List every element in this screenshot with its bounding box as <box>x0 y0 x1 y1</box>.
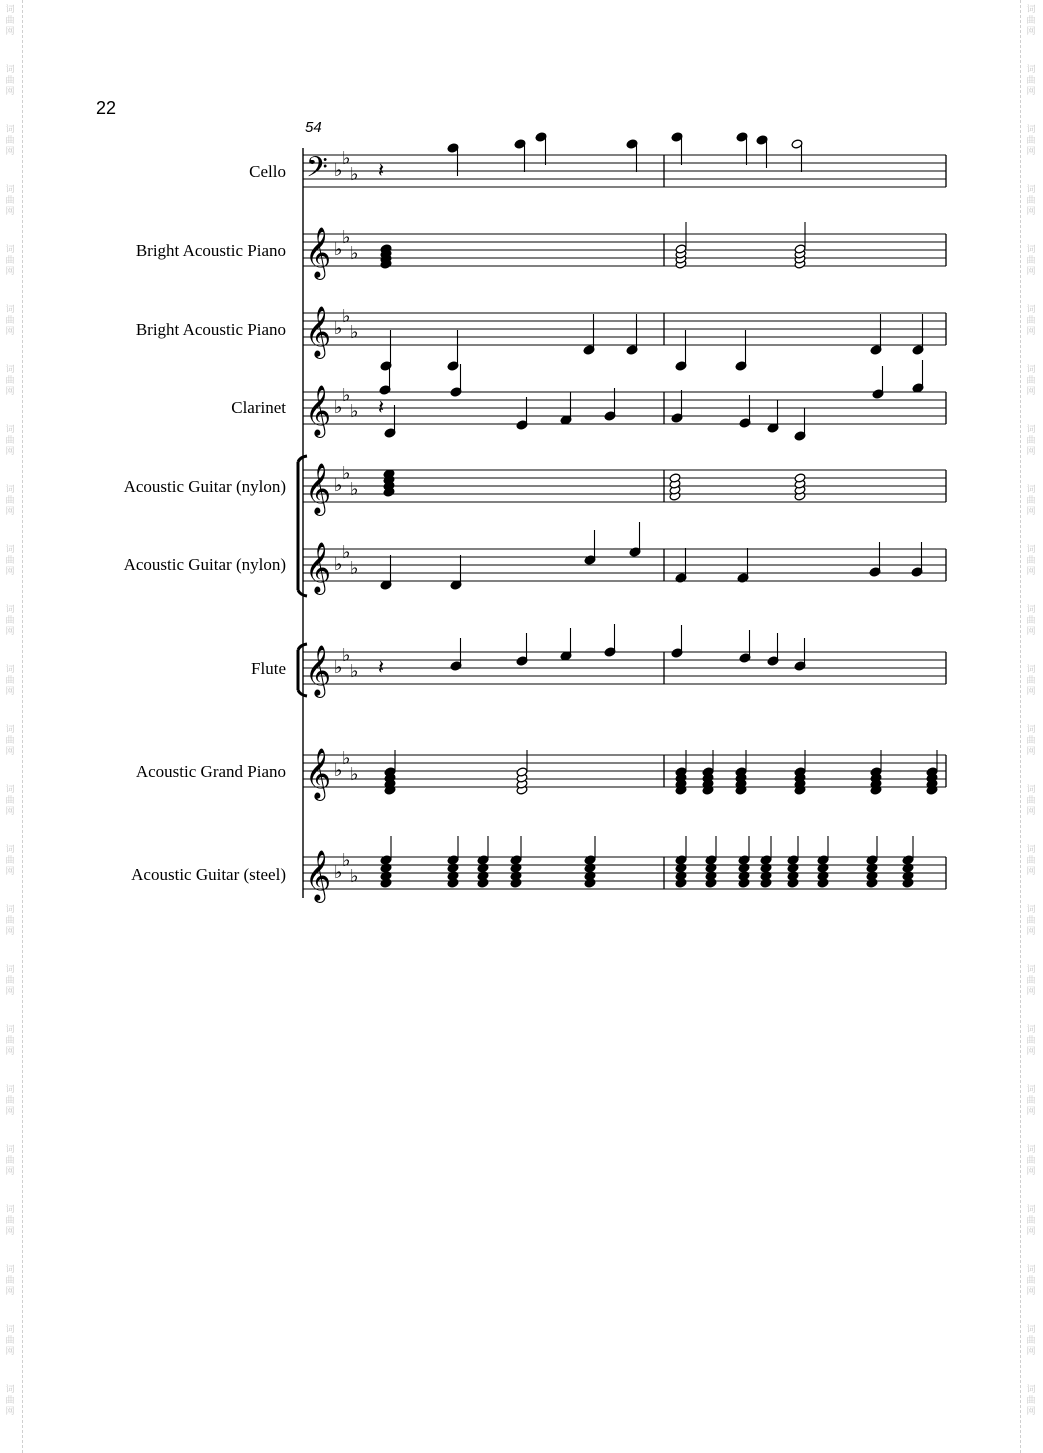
flat-icon: ♭ <box>350 661 359 682</box>
staff <box>303 542 946 595</box>
notehead <box>477 855 489 865</box>
flat-icon: ♭ <box>334 862 343 883</box>
notehead <box>787 855 799 865</box>
instrument-label-bright-piano-2: Bright Acoustic Piano <box>135 320 286 339</box>
flat-icon: ♭ <box>334 554 343 575</box>
watermark-text: 词 曲 网 <box>5 605 15 637</box>
staves <box>303 148 946 903</box>
watermark-text: 词 曲 网 <box>5 245 15 277</box>
watermark-text: 词 曲 网 <box>1026 425 1036 457</box>
watermark-text: 词 曲 网 <box>1026 485 1036 517</box>
notehead <box>760 863 772 873</box>
watermark-text: 词 曲 网 <box>5 125 15 157</box>
watermark-text: 词 曲 网 <box>5 365 15 397</box>
flat-icon: ♭ <box>342 227 351 248</box>
notehead <box>738 863 750 873</box>
instrument-label-nylon-guitar-1: Acoustic Guitar (nylon) <box>123 477 286 496</box>
flat-icon: ♭ <box>342 748 351 769</box>
instrument-label-grand-piano: Acoustic Grand Piano <box>135 762 286 781</box>
watermark-text: 词 曲 网 <box>1026 1025 1036 1057</box>
flat-icon: ♭ <box>350 401 359 422</box>
watermark-text: 词 曲 网 <box>5 5 15 37</box>
flat-icon: ♭ <box>350 164 359 185</box>
flat-icon: ♭ <box>334 657 343 678</box>
watermark-text: 词 曲 网 <box>1026 785 1036 817</box>
watermark-text: 词 曲 网 <box>5 1025 15 1057</box>
flat-icon: ♭ <box>350 479 359 500</box>
staff <box>303 227 946 280</box>
treble-clef-icon: 𝄞 <box>305 748 332 799</box>
watermark-text: 词 曲 网 <box>5 65 15 97</box>
flat-icon: ♭ <box>342 645 351 666</box>
treble-clef-icon: 𝄞 <box>305 850 332 901</box>
treble-clef-icon: 𝄞 <box>305 463 332 514</box>
instrument-label-clarinet: Clarinet <box>231 398 286 417</box>
watermark-text: 词 曲 网 <box>1026 365 1036 397</box>
watermark-text: 词 曲 网 <box>1026 1205 1036 1237</box>
notehead <box>675 863 687 873</box>
flat-icon: ♭ <box>342 306 351 327</box>
flat-icon: ♭ <box>334 475 343 496</box>
staff <box>303 148 946 191</box>
notehead <box>675 855 687 865</box>
treble-clef-icon: 𝄞 <box>305 645 332 696</box>
notehead <box>866 863 878 873</box>
quarter-rest-icon: 𝄽 <box>378 158 385 182</box>
watermark-text: 词 曲 网 <box>1026 545 1036 577</box>
watermark-text: 词 曲 网 <box>5 545 15 577</box>
notehead <box>817 855 829 865</box>
watermark-text: 词 曲 网 <box>5 1325 15 1357</box>
page-number: 22 <box>96 98 117 118</box>
staff <box>303 306 946 359</box>
notehead <box>510 855 522 865</box>
notehead <box>447 855 459 865</box>
watermark-text: 词 曲 网 <box>1026 905 1036 937</box>
flat-icon: ♭ <box>350 243 359 264</box>
flat-icon: ♭ <box>334 160 343 181</box>
flat-icon: ♭ <box>334 760 343 781</box>
notehead <box>584 855 596 865</box>
watermark-text: 词 曲 网 <box>1026 245 1036 277</box>
watermark-text: 词 曲 网 <box>5 725 15 757</box>
notehead <box>380 863 392 873</box>
instrument-label-steel-guitar: Acoustic Guitar (steel) <box>131 865 286 884</box>
watermark-text: 词 曲 网 <box>5 485 15 517</box>
notehead <box>817 863 829 873</box>
watermark-text: 词 曲 网 <box>1026 65 1036 97</box>
measure-number: 54 <box>305 119 322 136</box>
watermark-text: 词 曲 网 <box>1026 1145 1036 1177</box>
staff <box>303 748 946 801</box>
instrument-label-bright-piano-1: Bright Acoustic Piano <box>135 241 286 260</box>
flat-icon: ♭ <box>342 463 351 484</box>
notehead <box>787 863 799 873</box>
watermark-text: 词 曲 网 <box>5 665 15 697</box>
watermark-text: 词 曲 网 <box>1026 845 1036 877</box>
treble-clef-icon: 𝄞 <box>305 306 332 357</box>
watermark-text: 词 曲 网 <box>5 1085 15 1117</box>
notehead <box>902 863 914 873</box>
watermark-text: 词 曲 网 <box>5 1145 15 1177</box>
watermark-text: 词 曲 网 <box>1026 305 1036 337</box>
flat-icon: ♭ <box>342 385 351 406</box>
instrument-label-cello: Cello <box>249 162 286 181</box>
watermark-text: 词 曲 网 <box>5 785 15 817</box>
watermark-text: 词 曲 网 <box>1026 965 1036 997</box>
notehead <box>584 863 596 873</box>
notehead <box>902 855 914 865</box>
staff <box>303 645 946 698</box>
flat-icon: ♭ <box>342 850 351 871</box>
watermark-text: 词 曲 网 <box>1026 1265 1036 1297</box>
flat-icon: ♭ <box>334 397 343 418</box>
flat-icon: ♭ <box>350 322 359 343</box>
notehead <box>380 855 392 865</box>
flat-icon: ♭ <box>334 318 343 339</box>
notehead <box>738 855 750 865</box>
instrument-label-nylon-guitar-2: Acoustic Guitar (nylon) <box>123 555 286 574</box>
watermark-text: 词 曲 网 <box>1026 1385 1036 1417</box>
notehead <box>477 863 489 873</box>
instrument-label-flute: Flute <box>251 659 286 678</box>
notehead <box>705 863 717 873</box>
bass-clef-icon: 𝄢 <box>306 151 328 191</box>
staff <box>303 850 946 903</box>
watermark-text: 词 曲 网 <box>1026 605 1036 637</box>
watermark-text: 词 曲 网 <box>1026 725 1036 757</box>
watermark-text: 词 曲 网 <box>5 185 15 217</box>
watermark-text: 词 曲 网 <box>5 965 15 997</box>
flat-icon: ♭ <box>342 148 351 169</box>
watermark-text: 词 曲 网 <box>1026 5 1036 37</box>
flat-icon: ♭ <box>350 558 359 579</box>
watermark-text: 词 曲 网 <box>5 425 15 457</box>
quarter-rest-icon: 𝄽 <box>378 655 385 679</box>
watermark-text: 词 曲 网 <box>5 1265 15 1297</box>
watermark-text: 词 曲 网 <box>5 1385 15 1417</box>
watermark-text: 词 曲 网 <box>1026 1325 1036 1357</box>
watermark-text: 词 曲 网 <box>5 305 15 337</box>
flat-icon: ♭ <box>342 542 351 563</box>
treble-clef-icon: 𝄞 <box>305 385 332 436</box>
notehead <box>510 863 522 873</box>
watermark-text: 词 曲 网 <box>1026 665 1036 697</box>
treble-clef-icon: 𝄞 <box>305 227 332 278</box>
notehead <box>760 855 772 865</box>
flat-icon: ♭ <box>334 239 343 260</box>
staff <box>303 385 946 438</box>
flat-icon: ♭ <box>350 866 359 887</box>
flat-icon: ♭ <box>350 764 359 785</box>
staff <box>303 463 946 516</box>
watermark-text: 词 曲 网 <box>5 845 15 877</box>
treble-clef-icon: 𝄞 <box>305 542 332 593</box>
notehead <box>866 855 878 865</box>
notehead <box>447 863 459 873</box>
watermark-text: 词 曲 网 <box>1026 1085 1036 1117</box>
notes <box>378 132 938 888</box>
notehead <box>705 855 717 865</box>
watermark-text: 词 曲 网 <box>1026 185 1036 217</box>
watermark-text: 词 曲 网 <box>5 905 15 937</box>
watermark-text: 词 曲 网 <box>1026 125 1036 157</box>
watermark-text: 词 曲 网 <box>5 1205 15 1237</box>
quarter-rest-icon: 𝄽 <box>378 395 385 419</box>
